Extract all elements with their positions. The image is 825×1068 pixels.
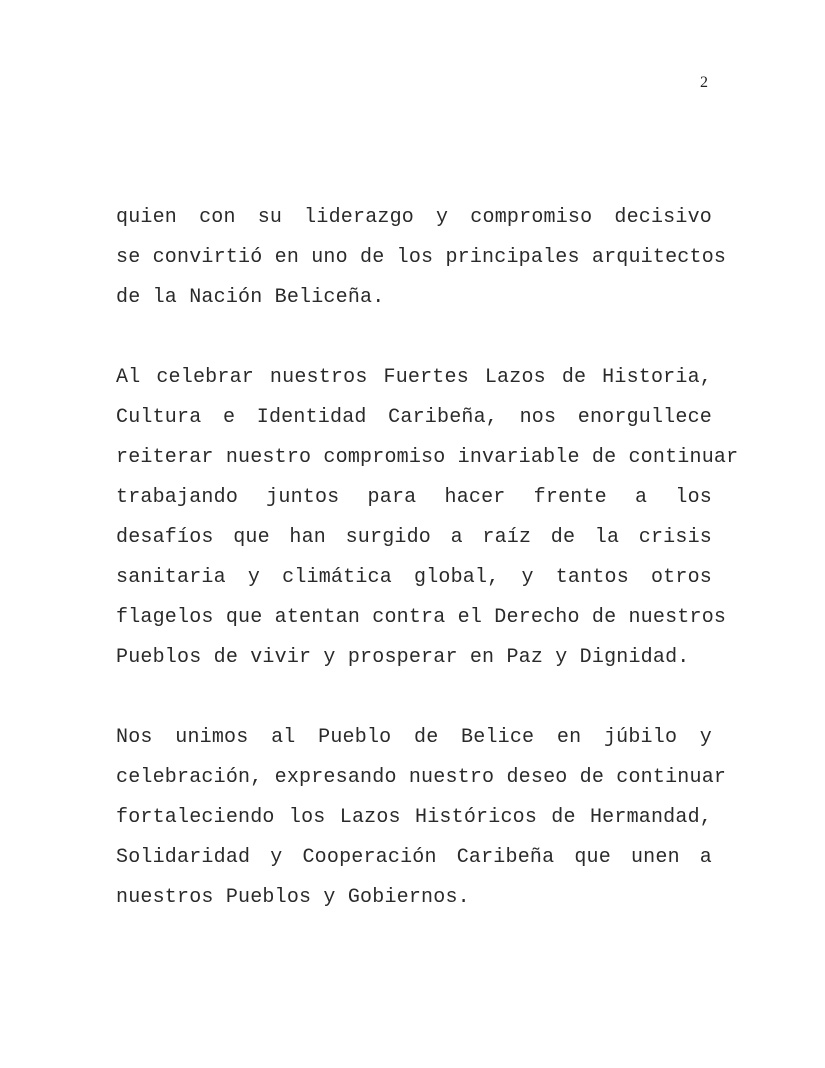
text-line: reiterar nuestro compromiso invariable de continuar xyxy=(116,446,739,469)
paragraph-2 xyxy=(116,358,739,678)
text-line: flagelos que atentan contra el Derecho de nuestros xyxy=(116,606,727,629)
text-line: desafíos que han surgido a raíz de la crisis xyxy=(116,526,712,549)
text-line: Nos unimos al Pueblo de Belice en júbilo y xyxy=(116,726,712,749)
text-line: quien con su liderazgo y compromiso decisivo xyxy=(116,206,712,229)
paragraph-3 xyxy=(116,718,727,918)
text-line: se convirtió en uno de los principales arquitectos xyxy=(116,246,727,269)
text-line: Al celebrar nuestros Fuertes Lazos de Historia, xyxy=(116,366,712,389)
document-body xyxy=(116,198,739,918)
text-line: fortaleciendo los Lazos Históricos de Hermandad, xyxy=(116,806,712,829)
text-line: Pueblos de vivir y prosperar en Paz y Dignidad. xyxy=(116,646,690,669)
text-line: trabajando juntos para hacer frente a los xyxy=(116,486,712,509)
text-line: sanitaria y climática global, y tantos otros xyxy=(116,566,712,589)
text-line: Solidaridad y Cooperación Caribeña que unen a xyxy=(116,846,712,869)
text-line: nuestros Pueblos y Gobiernos. xyxy=(116,886,470,909)
page-number: 2 xyxy=(700,74,708,91)
text-line: de la Nación Beliceña. xyxy=(116,286,385,309)
text-line: Cultura e Identidad Caribeña, nos enorgullece xyxy=(116,406,712,429)
paragraph-1 xyxy=(116,198,727,318)
text-line: celebración, expresando nuestro deseo de continuar xyxy=(116,766,727,789)
